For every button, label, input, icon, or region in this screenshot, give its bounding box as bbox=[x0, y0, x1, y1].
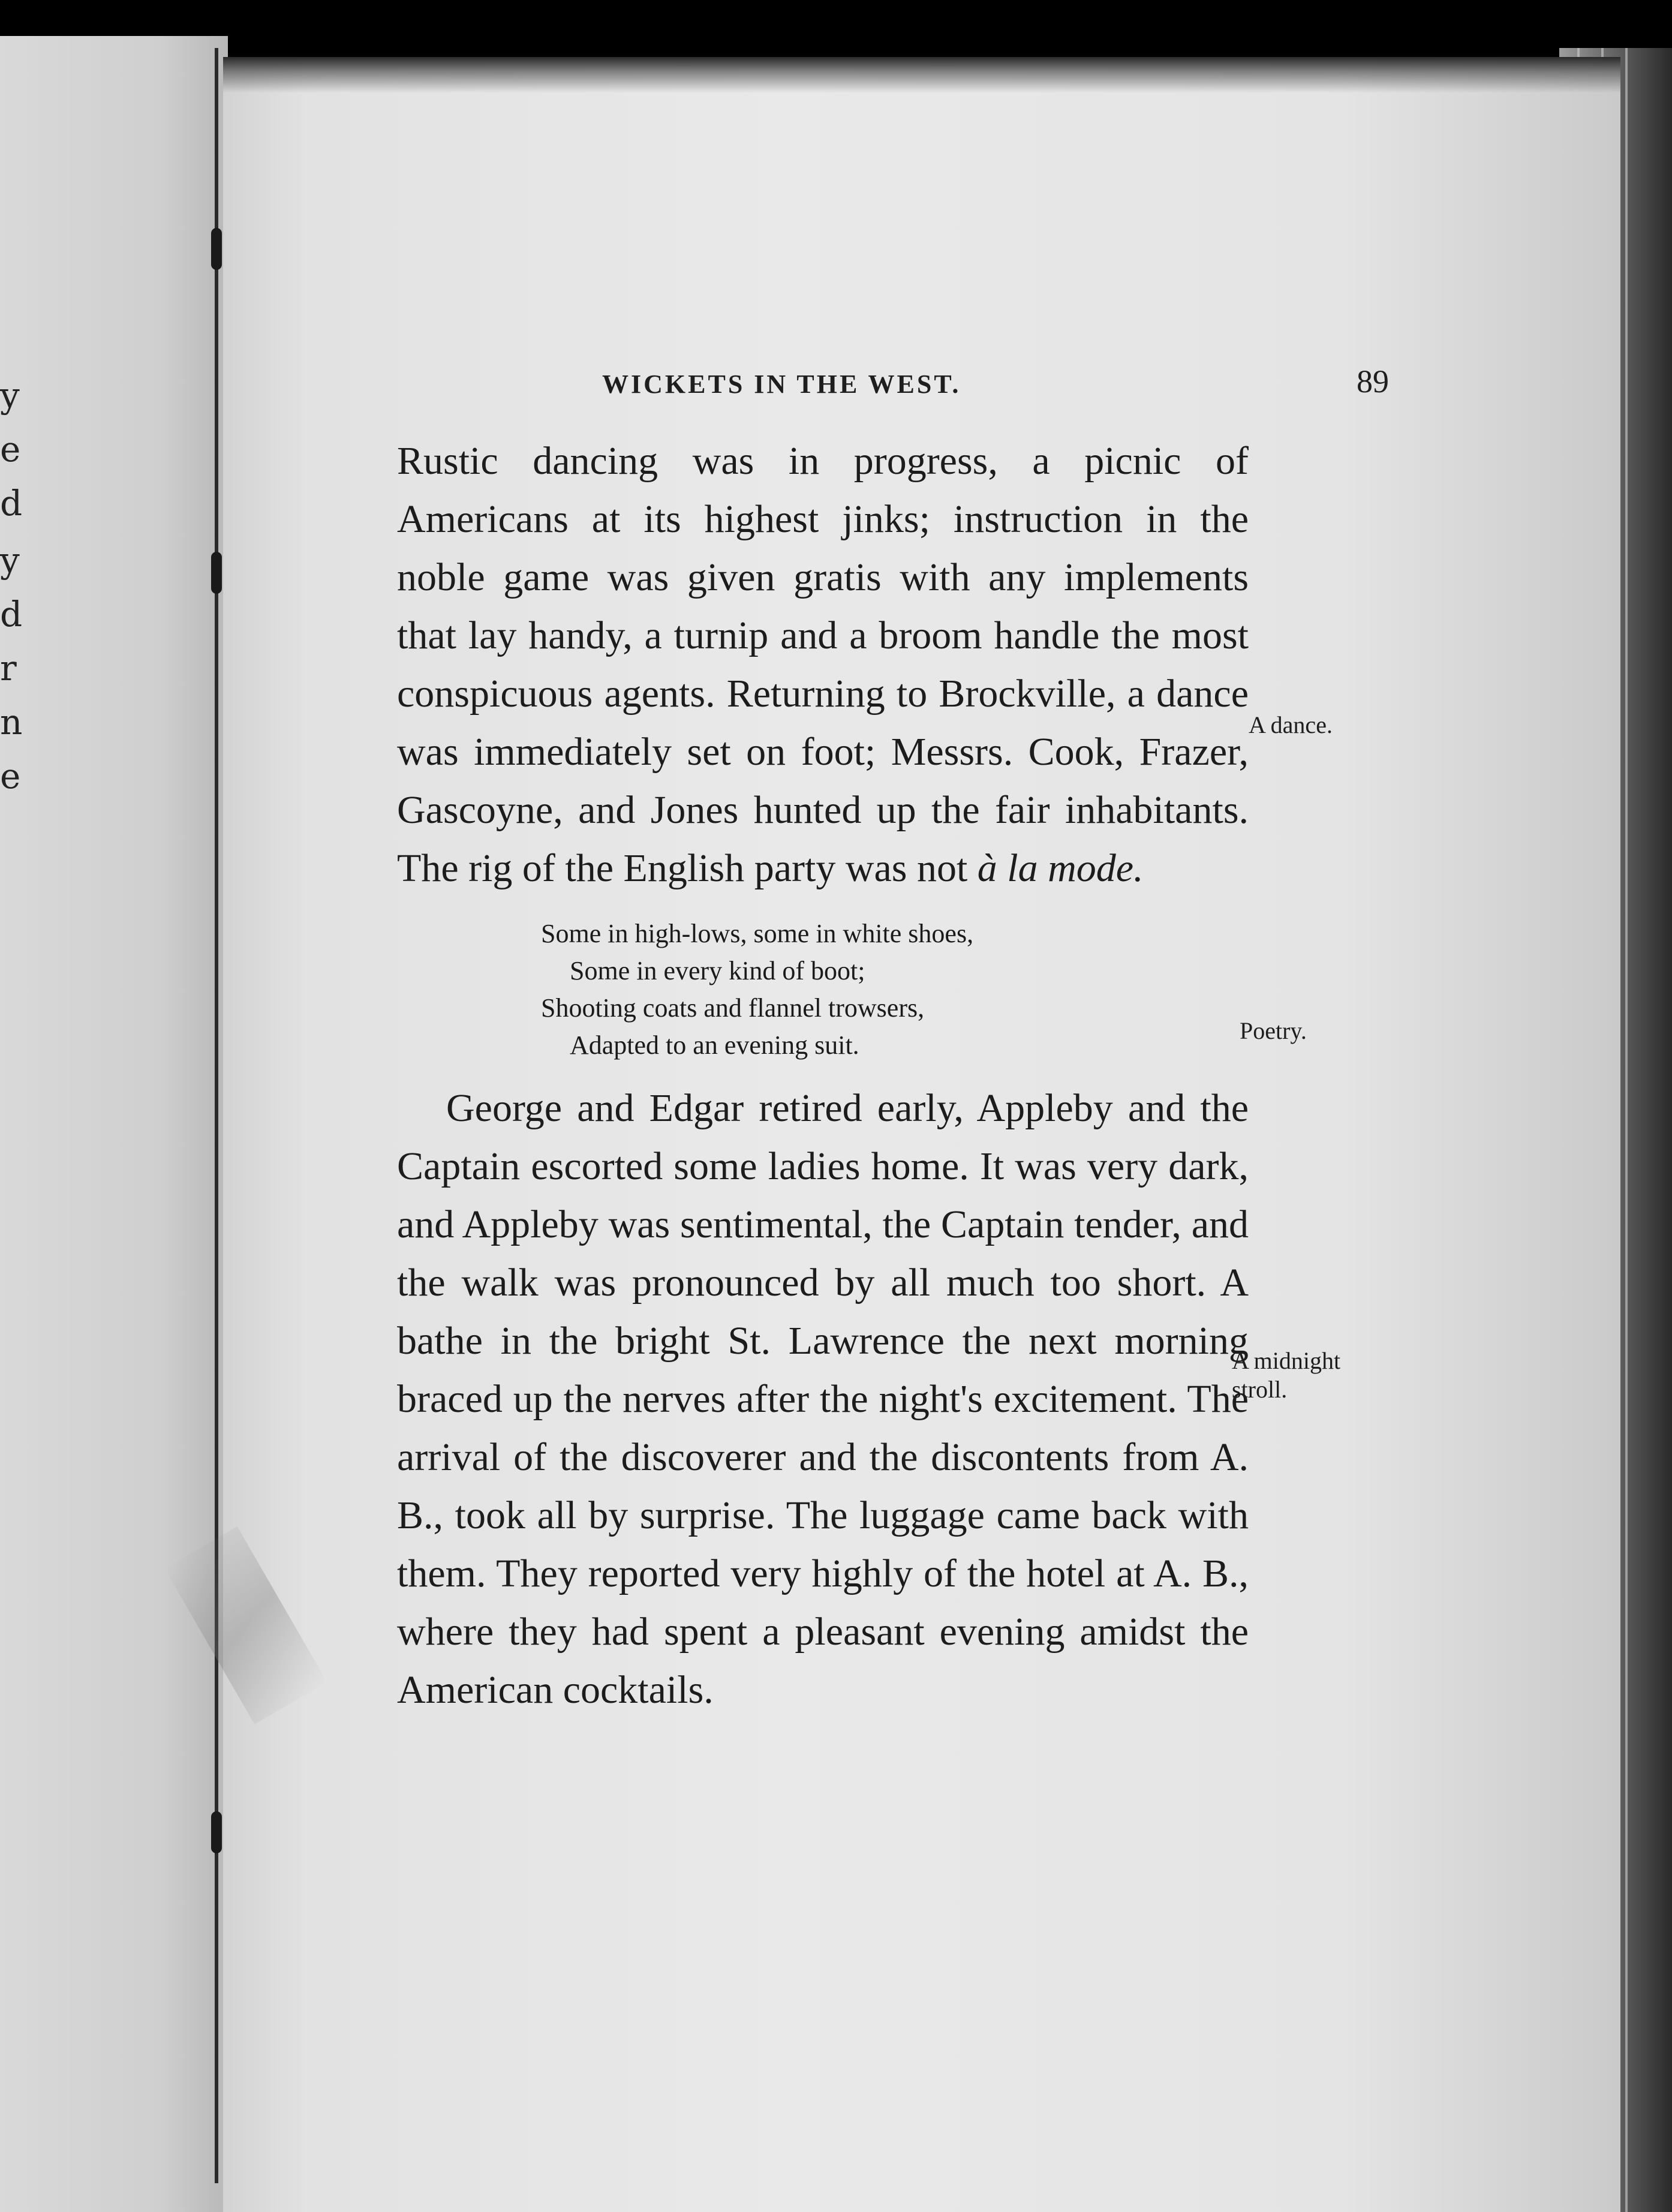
left-page-fragment: r bbox=[0, 648, 17, 689]
previous-page-edge bbox=[0, 36, 228, 2212]
paragraph bbox=[397, 432, 1249, 897]
sidenote-dance: A dance. bbox=[1249, 711, 1333, 738]
italic-phrase: à la mode. bbox=[977, 846, 1144, 890]
binding-thread bbox=[211, 228, 222, 270]
verse-quote bbox=[397, 915, 1249, 1064]
binding-gutter bbox=[215, 48, 218, 2183]
verse-line: Adapted to an evening suit. bbox=[570, 1030, 859, 1060]
sidenote-line: stroll. bbox=[1232, 1376, 1288, 1403]
left-page-fragment: e bbox=[0, 429, 21, 470]
page-top-shadow bbox=[223, 57, 1620, 93]
verse-line: Shooting coats and flannel trowsers, bbox=[541, 993, 925, 1023]
left-page-fragment: y bbox=[0, 540, 20, 581]
left-page-fragment: n bbox=[0, 702, 23, 743]
left-page-fragment: y bbox=[0, 375, 20, 416]
sidenote-midnight-stroll bbox=[1232, 1347, 1340, 1404]
sidenote-line: A midnight bbox=[1232, 1347, 1341, 1374]
binding-thread bbox=[211, 552, 222, 594]
running-head: WICKETS IN THE WEST. bbox=[602, 369, 961, 399]
book-page bbox=[223, 57, 1620, 2212]
verse-line: Some in high-lows, some in white shoes, bbox=[541, 919, 974, 948]
left-page-fragment: d bbox=[0, 483, 23, 524]
page-header bbox=[223, 363, 1620, 417]
left-page-fragment: d bbox=[0, 594, 23, 635]
paragraph: George and Edgar retired early, Appleby and the Captain escorted some ladies home. It was very dark, and Appleby was sentimental, the Captain tender, and the walk was pronounced by all much too short. A bathe in the bright St. Lawrence the next morning braced up the nerves after the night's excitement. The arrival of the discoverer and the discontents from A. B., took all by surprise. The luggage came back with them. They reported very highly of the hotel at A. B., where they had spent a pleasant evening amidst the American cocktails. bbox=[397, 1086, 1249, 1712]
sidenote-poetry: Poetry. bbox=[1240, 1017, 1307, 1044]
binding-thread bbox=[211, 1811, 222, 1853]
page-number: 89 bbox=[1357, 363, 1389, 399]
left-page-fragment: e bbox=[0, 756, 21, 797]
paragraph-text: Rustic dancing was in progress, a picnic of Americans at its highest jinks; instruction in the noble game was given gratis with any implements that lay handy, a turnip and a broom handle the most conspicuous agents. Returning to Brockville, a dance was immediately set on foot; Messrs. Cook, Frazer, Gascoyne, and Jones hunted up the fair inhabitants. The rig of the English party was not bbox=[397, 439, 1249, 890]
page-body bbox=[397, 432, 1249, 1719]
verse-line: Some in every kind of boot; bbox=[570, 956, 865, 985]
